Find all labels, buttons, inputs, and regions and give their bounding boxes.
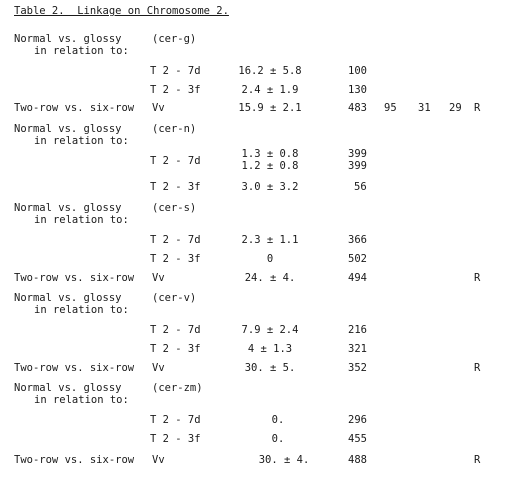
linkage-value: 16.2 ± 5.8 <box>238 65 302 77</box>
gene-symbol: Vv <box>152 272 165 284</box>
sample-size: 130 <box>348 84 367 96</box>
two-six-label: Two-row vs. six-row <box>14 102 135 114</box>
class-count: 95 <box>384 102 397 114</box>
gene-symbol: (cer-n) <box>152 123 197 135</box>
table-title: Table 2. Linkage on Chromosome 2. <box>14 5 229 17</box>
section-label: Normal vs. glossy <box>14 123 122 135</box>
linkage-value: 30. ± 4. <box>258 454 310 466</box>
section-label-sub: in relation to: <box>34 304 129 316</box>
sample-size: 366 <box>348 234 367 246</box>
linkage-value: 0. <box>271 433 285 445</box>
remark-flag: R <box>474 362 481 374</box>
marker-label: T 2 - 7d <box>150 155 201 167</box>
section-label: Normal vs. glossy <box>14 202 122 214</box>
linkage-value: 0. <box>271 414 285 426</box>
marker-label: T 2 - 7d <box>150 324 201 336</box>
gene-symbol: (cer-zm) <box>152 382 203 394</box>
linkage-value: 2.3 ± 1.1 <box>241 234 299 246</box>
two-six-label: Two-row vs. six-row <box>14 454 135 466</box>
linkage-value: 1.3 ± 0.8 <box>241 148 299 160</box>
sample-size: 352 <box>348 362 367 374</box>
linkage-value: 15.9 ± 2.1 <box>238 102 302 114</box>
marker-label: T 2 - 3f <box>150 433 201 445</box>
marker-label: T 2 - 3f <box>150 84 201 96</box>
gene-symbol: Vv <box>152 362 165 374</box>
marker-label: T 2 - 7d <box>150 65 201 77</box>
sample-size: 455 <box>348 433 367 445</box>
remark-flag: R <box>474 454 481 466</box>
gene-symbol: (cer-v) <box>152 292 197 304</box>
class-count: 31 <box>418 102 431 114</box>
gene-symbol: Vv <box>152 102 165 114</box>
marker-label: T 2 - 7d <box>150 414 201 426</box>
sample-size: 296 <box>348 414 367 426</box>
sample-size: 488 <box>348 454 367 466</box>
sample-size: 321 <box>348 343 367 355</box>
two-six-label: Two-row vs. six-row <box>14 362 135 374</box>
linkage-value: 4 ± 1.3 <box>247 343 293 355</box>
linkage-value: 2.4 ± 1.9 <box>241 84 299 96</box>
sample-size: 494 <box>348 272 367 284</box>
gene-symbol: Vv <box>152 454 165 466</box>
two-six-label: Two-row vs. six-row <box>14 272 135 284</box>
linkage-value: 1.2 ± 0.8 <box>241 160 299 172</box>
linkage-value: 3.0 ± 3.2 <box>241 181 299 193</box>
section-label-sub: in relation to: <box>34 135 129 147</box>
sample-size: 100 <box>348 65 367 77</box>
section-label: Normal vs. glossy <box>14 382 122 394</box>
sample-size: 483 <box>348 102 367 114</box>
sample-size: 399 <box>348 160 367 172</box>
gene-symbol: (cer-g) <box>152 33 197 45</box>
sample-size: 399 <box>348 148 367 160</box>
sample-size: 216 <box>348 324 367 336</box>
marker-label: T 2 - 3f <box>150 253 201 265</box>
sample-size: 502 <box>348 253 367 265</box>
section-label-sub: in relation to: <box>34 214 129 226</box>
sample-size: 56 <box>354 181 367 193</box>
remark-flag: R <box>474 272 481 284</box>
marker-label: T 2 - 7d <box>150 234 201 246</box>
section-label-sub: in relation to: <box>34 394 129 406</box>
section-label: Normal vs. glossy <box>14 33 122 45</box>
gene-symbol: (cer-s) <box>152 202 197 214</box>
remark-flag: R <box>474 102 481 114</box>
marker-label: T 2 - 3f <box>150 181 201 193</box>
section-label: Normal vs. glossy <box>14 292 122 304</box>
linkage-value: 7.9 ± 2.4 <box>241 324 299 336</box>
section-label-sub: in relation to: <box>34 45 129 57</box>
linkage-value: 30. ± 5. <box>244 362 296 374</box>
linkage-value: 24. ± 4. <box>244 272 296 284</box>
class-count: 29 <box>449 102 462 114</box>
marker-label: T 2 - 3f <box>150 343 201 355</box>
linkage-value: 0 <box>266 253 274 265</box>
